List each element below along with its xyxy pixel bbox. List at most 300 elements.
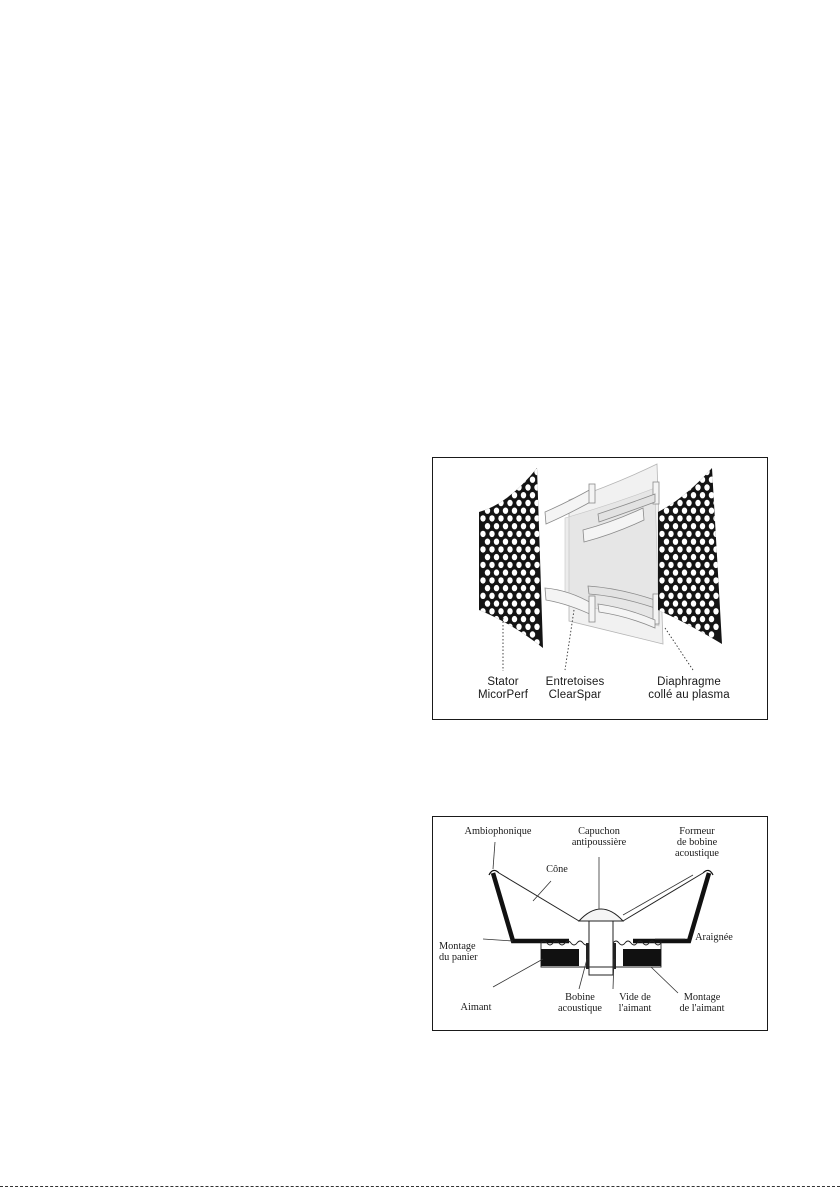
label-magnet-gap: Vide de l'aimant [618, 992, 652, 1014]
perforation-hole [516, 484, 521, 490]
perforation-hole [704, 593, 709, 599]
perforation-hole [525, 639, 530, 645]
perforation-hole [686, 624, 691, 630]
perforation-hole [659, 531, 664, 537]
perforation-hole [534, 484, 539, 490]
perforation-hole [709, 554, 714, 560]
perforation-hole [682, 477, 687, 483]
perforation-hole [700, 539, 705, 545]
perforation-hole [713, 531, 718, 537]
perforation-hole [503, 492, 508, 498]
perforation-hole [668, 562, 673, 568]
perforation-hole [530, 554, 535, 560]
perforation-hole [677, 500, 682, 506]
perforation-hole [691, 569, 696, 575]
perforation-hole [713, 624, 718, 630]
perforation-hole [503, 539, 508, 545]
perforation-hole [664, 508, 669, 514]
electrostatic-panel-figure [432, 457, 768, 720]
perforation-hole [713, 546, 718, 552]
perforation-hole [695, 608, 700, 614]
perforation-hole [668, 546, 673, 552]
perforation-hole [534, 515, 539, 521]
perforation-hole [677, 546, 682, 552]
perforation-hole [516, 469, 521, 475]
perforation-hole [709, 523, 714, 529]
perforation-hole [700, 616, 705, 622]
perforation-hole [521, 477, 526, 483]
perforation-hole [695, 577, 700, 583]
perforation-hole [521, 631, 526, 637]
perforation-hole [682, 492, 687, 498]
perforation-hole [480, 484, 485, 490]
perforation-hole [713, 500, 718, 506]
perforation-hole [713, 469, 718, 475]
perforation-hole [516, 500, 521, 506]
perforation-hole [713, 608, 718, 614]
perforation-hole [512, 631, 517, 637]
perforation-hole [512, 539, 517, 545]
perforation-hole [704, 624, 709, 630]
perforation-hole [677, 469, 682, 475]
perforation-hole [521, 539, 526, 545]
perforation-hole [682, 600, 687, 606]
perforation-hole [691, 616, 696, 622]
perforation-hole [480, 624, 485, 630]
perforation-hole [673, 508, 678, 514]
perforation-hole [659, 484, 664, 490]
perforation-hole [695, 593, 700, 599]
perforation-hole [498, 531, 503, 537]
perforation-hole [494, 523, 499, 529]
perforation-hole [516, 531, 521, 537]
perforation-hole [664, 631, 669, 637]
perforation-hole [512, 585, 517, 591]
perforation-hole [503, 631, 508, 637]
perforation-hole [709, 492, 714, 498]
perforation-hole [503, 569, 508, 575]
perforation-hole [534, 593, 539, 599]
label-magnet: Aimant [460, 1002, 492, 1013]
perforation-hole [686, 531, 691, 537]
perforation-hole [503, 600, 508, 606]
perforation-hole [673, 492, 678, 498]
perforation-hole [494, 600, 499, 606]
perforation-hole [709, 600, 714, 606]
label-spider: Araignée [695, 932, 733, 943]
perforation-hole [704, 546, 709, 552]
perforation-hole [673, 539, 678, 545]
perforation-hole [521, 616, 526, 622]
perforation-hole [709, 585, 714, 591]
perforation-hole [691, 523, 696, 529]
perforation-hole [673, 631, 678, 637]
perforation-hole [691, 492, 696, 498]
perforation-hole [709, 539, 714, 545]
perforation-hole [686, 546, 691, 552]
perforation-hole [494, 539, 499, 545]
perforation-hole [677, 593, 682, 599]
perforation-hole [485, 569, 490, 575]
perforation-hole [521, 508, 526, 514]
perforation-hole [498, 469, 503, 475]
perforation-hole [691, 585, 696, 591]
perforation-hole [530, 569, 535, 575]
perforation-hole [489, 577, 494, 583]
perforation-hole [677, 531, 682, 537]
perforation-hole [686, 500, 691, 506]
perforation-hole [534, 608, 539, 614]
perforation-hole [534, 639, 539, 645]
perforation-hole [512, 600, 517, 606]
perforation-hole [489, 469, 494, 475]
perforation-hole [682, 569, 687, 575]
perforation-hole [489, 500, 494, 506]
perforation-hole [677, 562, 682, 568]
perforation-hole [668, 593, 673, 599]
perforation-hole [507, 577, 512, 583]
perforation-hole [507, 500, 512, 506]
perforation-hole [494, 616, 499, 622]
perforation-hole [498, 484, 503, 490]
perforation-hole [664, 539, 669, 545]
perforation-hole [521, 585, 526, 591]
perforation-hole [498, 500, 503, 506]
perforation-hole [525, 515, 530, 521]
perforation-hole [664, 585, 669, 591]
perforation-hole [664, 554, 669, 560]
label-voice-coil: Bobine acoustique [557, 992, 603, 1014]
perforation-hole [534, 624, 539, 630]
perforation-hole [507, 469, 512, 475]
perforation-hole [677, 515, 682, 521]
label-dust-cap: Capuchon antipoussière [571, 826, 627, 848]
perforation-hole [525, 484, 530, 490]
perforation-hole [530, 585, 535, 591]
perforation-hole [498, 546, 503, 552]
left-stator [479, 468, 543, 648]
perforation-hole [704, 484, 709, 490]
perforation-hole [659, 562, 664, 568]
perforation-hole [494, 569, 499, 575]
perforation-hole [485, 523, 490, 529]
perforation-hole [704, 531, 709, 537]
perforation-hole [668, 624, 673, 630]
perforation-hole [682, 539, 687, 545]
perforation-hole [700, 508, 705, 514]
perforation-hole [673, 585, 678, 591]
perforation-hole [664, 616, 669, 622]
perforation-hole [525, 562, 530, 568]
perforation-hole [682, 523, 687, 529]
perforation-hole [507, 531, 512, 537]
perforation-hole [668, 469, 673, 475]
perforation-hole [659, 593, 664, 599]
perforation-hole [498, 562, 503, 568]
perforation-hole [700, 600, 705, 606]
perforation-hole [691, 554, 696, 560]
perforation-hole [530, 477, 535, 483]
perforation-hole [498, 577, 503, 583]
perforation-hole [534, 546, 539, 552]
label-voice-coil-former: Formeur de bobine acoustique [674, 826, 720, 859]
label-basket: Montage du panier [439, 941, 478, 963]
perforation-hole [516, 562, 521, 568]
perforation-hole [489, 484, 494, 490]
perforation-hole [480, 639, 485, 645]
perforation-hole [677, 624, 682, 630]
perforation-hole [512, 492, 517, 498]
perforation-hole [507, 515, 512, 521]
perforation-hole [664, 569, 669, 575]
perforation-hole [485, 508, 490, 514]
perforation-hole [503, 508, 508, 514]
perforation-hole [485, 492, 490, 498]
perforation-hole [525, 546, 530, 552]
perforation-hole [686, 515, 691, 521]
perforation-hole [512, 616, 517, 622]
perforation-hole [503, 616, 508, 622]
perforation-hole [695, 546, 700, 552]
perforation-hole [516, 546, 521, 552]
perforation-hole [489, 593, 494, 599]
perforation-hole [485, 554, 490, 560]
perforation-hole [682, 585, 687, 591]
dust-cap [579, 909, 623, 921]
perforation-hole [691, 508, 696, 514]
perforation-hole [485, 600, 490, 606]
perforation-hole [530, 539, 535, 545]
voice-coil [586, 943, 589, 969]
perforation-hole [673, 616, 678, 622]
perforation-hole [686, 484, 691, 490]
perforation-hole [480, 531, 485, 537]
perforation-hole [530, 523, 535, 529]
perforation-hole [489, 608, 494, 614]
perforation-hole [494, 631, 499, 637]
perforation-hole [695, 624, 700, 630]
perforation-hole [659, 546, 664, 552]
perforation-hole [521, 554, 526, 560]
perforation-hole [673, 523, 678, 529]
perforation-hole [489, 515, 494, 521]
perforation-hole [668, 531, 673, 537]
perforation-hole [489, 546, 494, 552]
perforation-hole [480, 500, 485, 506]
perforation-hole [668, 484, 673, 490]
perforation-hole [709, 631, 714, 637]
perforation-hole [686, 608, 691, 614]
perforation-hole [695, 531, 700, 537]
perforation-hole [713, 577, 718, 583]
perforation-hole [507, 562, 512, 568]
perforation-hole [686, 593, 691, 599]
perforation-hole [516, 624, 521, 630]
perforation-hole [695, 500, 700, 506]
perforation-hole [530, 492, 535, 498]
label-surround: Ambiophonique [464, 826, 532, 837]
perforation-hole [507, 624, 512, 630]
perforation-hole [695, 484, 700, 490]
perforation-hole [507, 593, 512, 599]
perforation-hole [713, 593, 718, 599]
perforation-hole [530, 631, 535, 637]
perforation-hole [709, 477, 714, 483]
perforation-hole [503, 554, 508, 560]
perforation-hole [498, 608, 503, 614]
perforation-hole [503, 585, 508, 591]
perforation-hole [709, 569, 714, 575]
perforation-hole [664, 492, 669, 498]
perforation-hole [691, 631, 696, 637]
perforation-hole [494, 492, 499, 498]
perforation-hole [709, 616, 714, 622]
perforation-hole [691, 477, 696, 483]
perforation-hole [489, 624, 494, 630]
perforation-hole [512, 554, 517, 560]
perforation-hole [485, 539, 490, 545]
label-stator: Stator MicorPerf [477, 676, 529, 701]
perforation-hole [682, 631, 687, 637]
perforation-hole [525, 608, 530, 614]
perforation-hole [659, 500, 664, 506]
perforation-hole [485, 631, 490, 637]
perforation-hole [677, 608, 682, 614]
perforation-hole [489, 639, 494, 645]
perforation-hole [709, 508, 714, 514]
label-cone: Cône [546, 864, 568, 875]
perforation-hole [713, 515, 718, 521]
perforation-hole [534, 469, 539, 475]
perforation-hole [668, 577, 673, 583]
perforation-hole [695, 469, 700, 475]
perforation-hole [695, 515, 700, 521]
label-diaphragm: Diaphragme collé au plasma [648, 676, 730, 701]
perforation-hole [494, 477, 499, 483]
perforation-hole [682, 554, 687, 560]
perforation-hole [673, 600, 678, 606]
perforation-hole [664, 600, 669, 606]
perforation-hole [494, 585, 499, 591]
perforation-hole [704, 469, 709, 475]
perforation-hole [664, 477, 669, 483]
perforation-hole [516, 577, 521, 583]
perforation-hole [516, 593, 521, 599]
perforation-hole [512, 508, 517, 514]
perforation-hole [507, 639, 512, 645]
perforation-hole [700, 523, 705, 529]
perforation-hole [480, 577, 485, 583]
perforation-hole [498, 515, 503, 521]
perforation-hole [704, 577, 709, 583]
perforation-hole [700, 492, 705, 498]
perforation-hole [525, 531, 530, 537]
perforation-hole [668, 608, 673, 614]
perforation-hole [659, 577, 664, 583]
perforation-hole [530, 508, 535, 514]
perforation-hole [704, 515, 709, 521]
perforation-hole [713, 484, 718, 490]
perforation-hole [700, 569, 705, 575]
perforation-hole [521, 523, 526, 529]
label-spacers: Entretoises ClearSpar [545, 676, 605, 701]
label-magnet-mount: Montage de l'aimant [679, 992, 725, 1014]
perforation-hole [525, 624, 530, 630]
perforation-hole [534, 562, 539, 568]
perforation-hole [659, 515, 664, 521]
perforation-hole [525, 593, 530, 599]
perforation-hole [686, 562, 691, 568]
perforation-hole [498, 593, 503, 599]
perforation-hole [682, 616, 687, 622]
perforation-hole [691, 539, 696, 545]
perforation-hole [677, 484, 682, 490]
magnet-right [623, 949, 661, 966]
perforation-hole [700, 554, 705, 560]
perforation-hole [677, 577, 682, 583]
perforation-hole [700, 477, 705, 483]
perforation-hole [668, 515, 673, 521]
perforation-hole [713, 562, 718, 568]
perforation-hole [534, 531, 539, 537]
perforation-hole [507, 484, 512, 490]
perforation-hole [525, 469, 530, 475]
perforation-hole [686, 577, 691, 583]
perforation-hole [704, 608, 709, 614]
perforation-hole [525, 577, 530, 583]
perforation-hole [485, 585, 490, 591]
perforation-hole [521, 600, 526, 606]
perforation-hole [480, 593, 485, 599]
perforation-hole [507, 546, 512, 552]
perforation-hole [480, 469, 485, 475]
perforation-hole [673, 554, 678, 560]
perforation-hole [686, 469, 691, 475]
perforation-hole [507, 608, 512, 614]
perforation-hole [485, 477, 490, 483]
perforation-hole [682, 508, 687, 514]
perforation-hole [489, 562, 494, 568]
perforation-hole [503, 477, 508, 483]
cone-driver-figure [432, 816, 768, 1031]
perforation-hole [489, 531, 494, 537]
perforation-hole [480, 608, 485, 614]
perforation-hole [512, 523, 517, 529]
perforation-hole [673, 477, 678, 483]
perforation-hole [516, 515, 521, 521]
perforation-hole [530, 616, 535, 622]
perforation-hole [673, 569, 678, 575]
perforation-hole [534, 500, 539, 506]
perforation-hole [695, 562, 700, 568]
perforation-hole [512, 569, 517, 575]
magnet-left [541, 949, 579, 966]
perforation-hole [521, 492, 526, 498]
perforation-hole [494, 508, 499, 514]
perforation-hole [525, 500, 530, 506]
perforation-hole [512, 477, 517, 483]
perforation-hole [691, 600, 696, 606]
page-bottom-rule [0, 1186, 840, 1187]
perforation-hole [700, 585, 705, 591]
perforation-hole [485, 616, 490, 622]
perforation-hole [668, 500, 673, 506]
perforation-hole [534, 577, 539, 583]
perforation-hole [516, 608, 521, 614]
perforation-hole [503, 523, 508, 529]
right-stator [658, 468, 722, 644]
perforation-hole [530, 600, 535, 606]
